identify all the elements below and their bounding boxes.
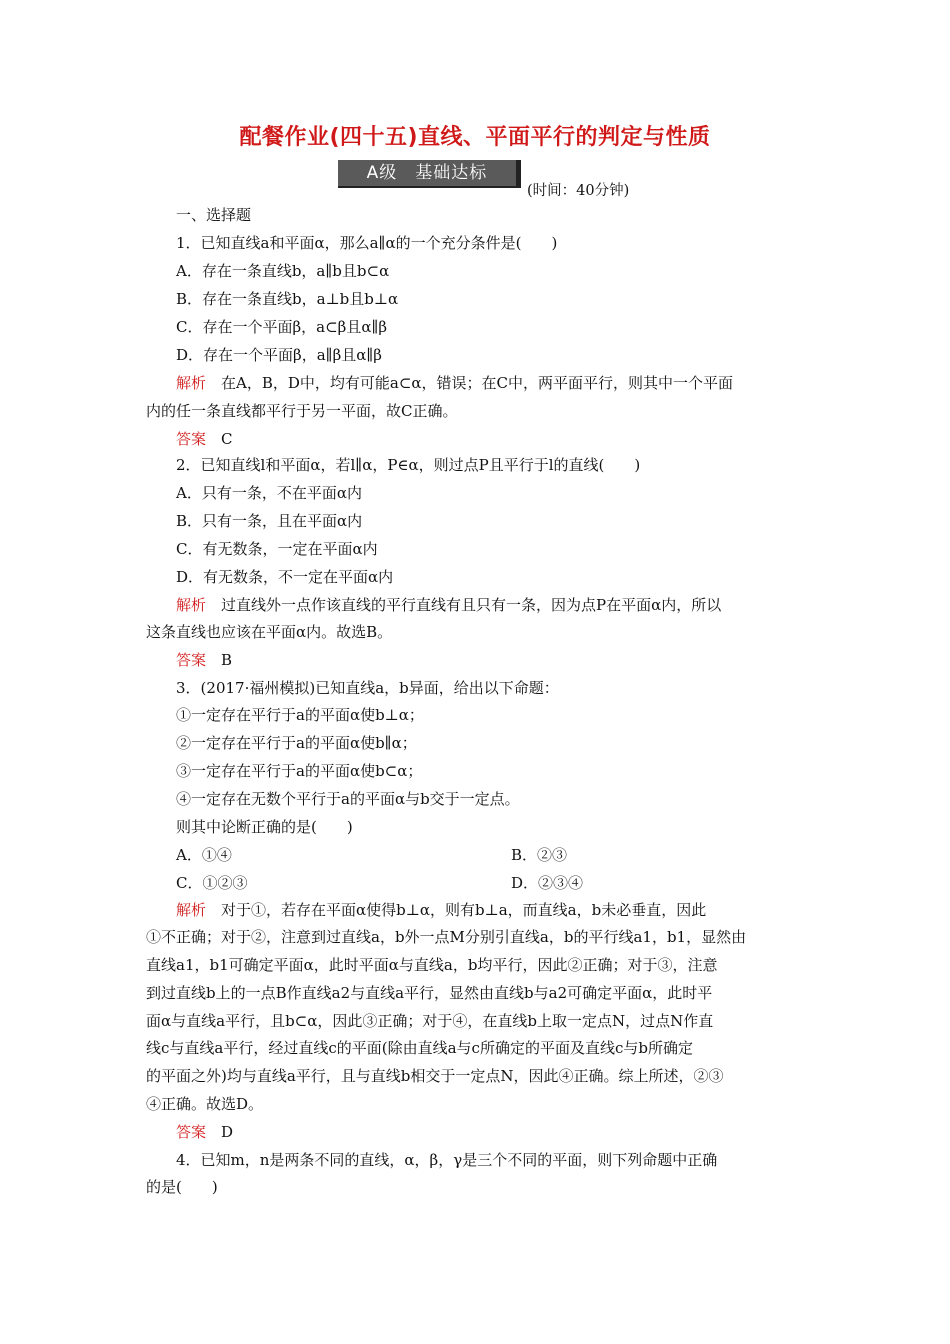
q1-analysis-line-1: 解析 在A，B，D中，均有可能a⊂α，错误；在C中，两平面平行，则其中一个平面 [176, 374, 734, 392]
q3-prop-3: ③一定存在平行于a的平面α使b⊂α； [176, 762, 423, 780]
q3-option-a: A．①④ [176, 846, 232, 864]
q3-analysis-line-7: 的平面之外)均与直线a平行，且与直线b相交于一定点N，因此④正确。综上所述，②③ [146, 1067, 724, 1085]
q2-answer: 答案 B [176, 651, 233, 669]
q3-stem: 3．(2017·福州模拟)已知直线a，b异面，给出以下命题： [176, 679, 559, 697]
q3-analysis-line-2: ①不正确；对于②，注意到过直线a，b外一点M分别引直线a，b的平行线a1，b1，显然由 [146, 928, 747, 946]
q3-analysis-line-5: 面α与直线a平行，且b⊂α，因此③正确；对于④，在直线b上取一定点N，过点N作直 [146, 1012, 714, 1030]
q4-stem-line-1: 4．已知m，n是两条不同的直线，α，β，γ是三个不同的平面，则下列命题中正确 [176, 1151, 718, 1169]
q2-option-b: B．只有一条，且在平面α内 [176, 512, 363, 530]
q3-option-b: B．②③ [511, 846, 568, 864]
q3-analysis-line-3: 直线a1，b1可确定平面α，此时平面α与直线a，b均平行，因此②正确；对于③，注意 [146, 956, 718, 974]
section-heading: 一、选择题 [176, 206, 252, 224]
q2-analysis-line-1: 解析 过直线外一点作该直线的平行直线有且只有一条，因为点P在平面α内，所以 [176, 596, 722, 614]
q2-option-d: D．有无数条，不一定在平面α内 [176, 568, 394, 586]
q1-analysis-label: 解析 [176, 374, 207, 392]
q3-analysis-line-1: 解析 对于①，若存在平面α使得b⊥α，则有b⊥a，而直线a，b未必垂直，因此 [176, 901, 707, 919]
q1-option-b: B．存在一条直线b，a⊥b且b⊥α [176, 290, 399, 308]
q3-option-d: D．②③④ [511, 874, 584, 892]
q3-question: 则其中论断正确的是( ) [176, 818, 353, 836]
q3-analysis-line-8: ④正确。故选D。 [146, 1095, 264, 1113]
q3-prop-4: ④一定存在无数个平行于a的平面α与b交于一定点。 [176, 790, 520, 808]
q3-analysis-line-6: 线c与直线a平行，经过直线c的平面(除由直线a与c所确定的平面及直线c与b所确定 [146, 1039, 693, 1057]
q3-prop-1: ①一定存在平行于a的平面α使b⊥α； [176, 706, 424, 724]
q2-option-c: C．有无数条，一定在平面α内 [176, 540, 378, 558]
q4-stem-line-2: 的是( ) [146, 1178, 218, 1196]
q2-option-a: A．只有一条，不在平面α内 [176, 484, 362, 502]
q1-answer: 答案 C [176, 430, 233, 448]
q3-analysis-line-4: 到过直线b上的一点B作直线a2与直线a平行，显然由直线b与a2可确定平面α，此时平 [146, 984, 713, 1002]
q3-prop-2: ②一定存在平行于a的平面α使b∥α； [176, 734, 417, 752]
q2-stem: 2．已知直线l和平面α，若l∥α，P∈α，则过点P且平行于l的直线( ) [176, 456, 641, 474]
q1-analysis-line-2: 内的任一条直线都平行于另一平面，故C正确。 [146, 402, 458, 420]
q1-option-d: D．存在一个平面β，a∥β且α∥β [176, 346, 382, 364]
q2-analysis-line-2: 这条直线也应该在平面α内。故选B。 [146, 623, 393, 641]
page-title: 配餐作业(四十五)直线、平面平行的判定与性质 [239, 125, 711, 150]
q1-option-c: C．存在一个平面β，a⊂β且α∥β [176, 318, 388, 336]
q3-answer: 答案 D [176, 1123, 234, 1141]
time-note: (时间：40分钟) [527, 183, 630, 199]
q1-option-a: A．存在一条直线b，a∥b且b⊂α [176, 262, 390, 280]
q1-stem: 1．已知直线a和平面α，那么a∥α的一个充分条件是( ) [176, 234, 558, 252]
level-badge: A级 基础达标 [338, 160, 521, 188]
q3-option-c: C．①②③ [176, 874, 248, 892]
